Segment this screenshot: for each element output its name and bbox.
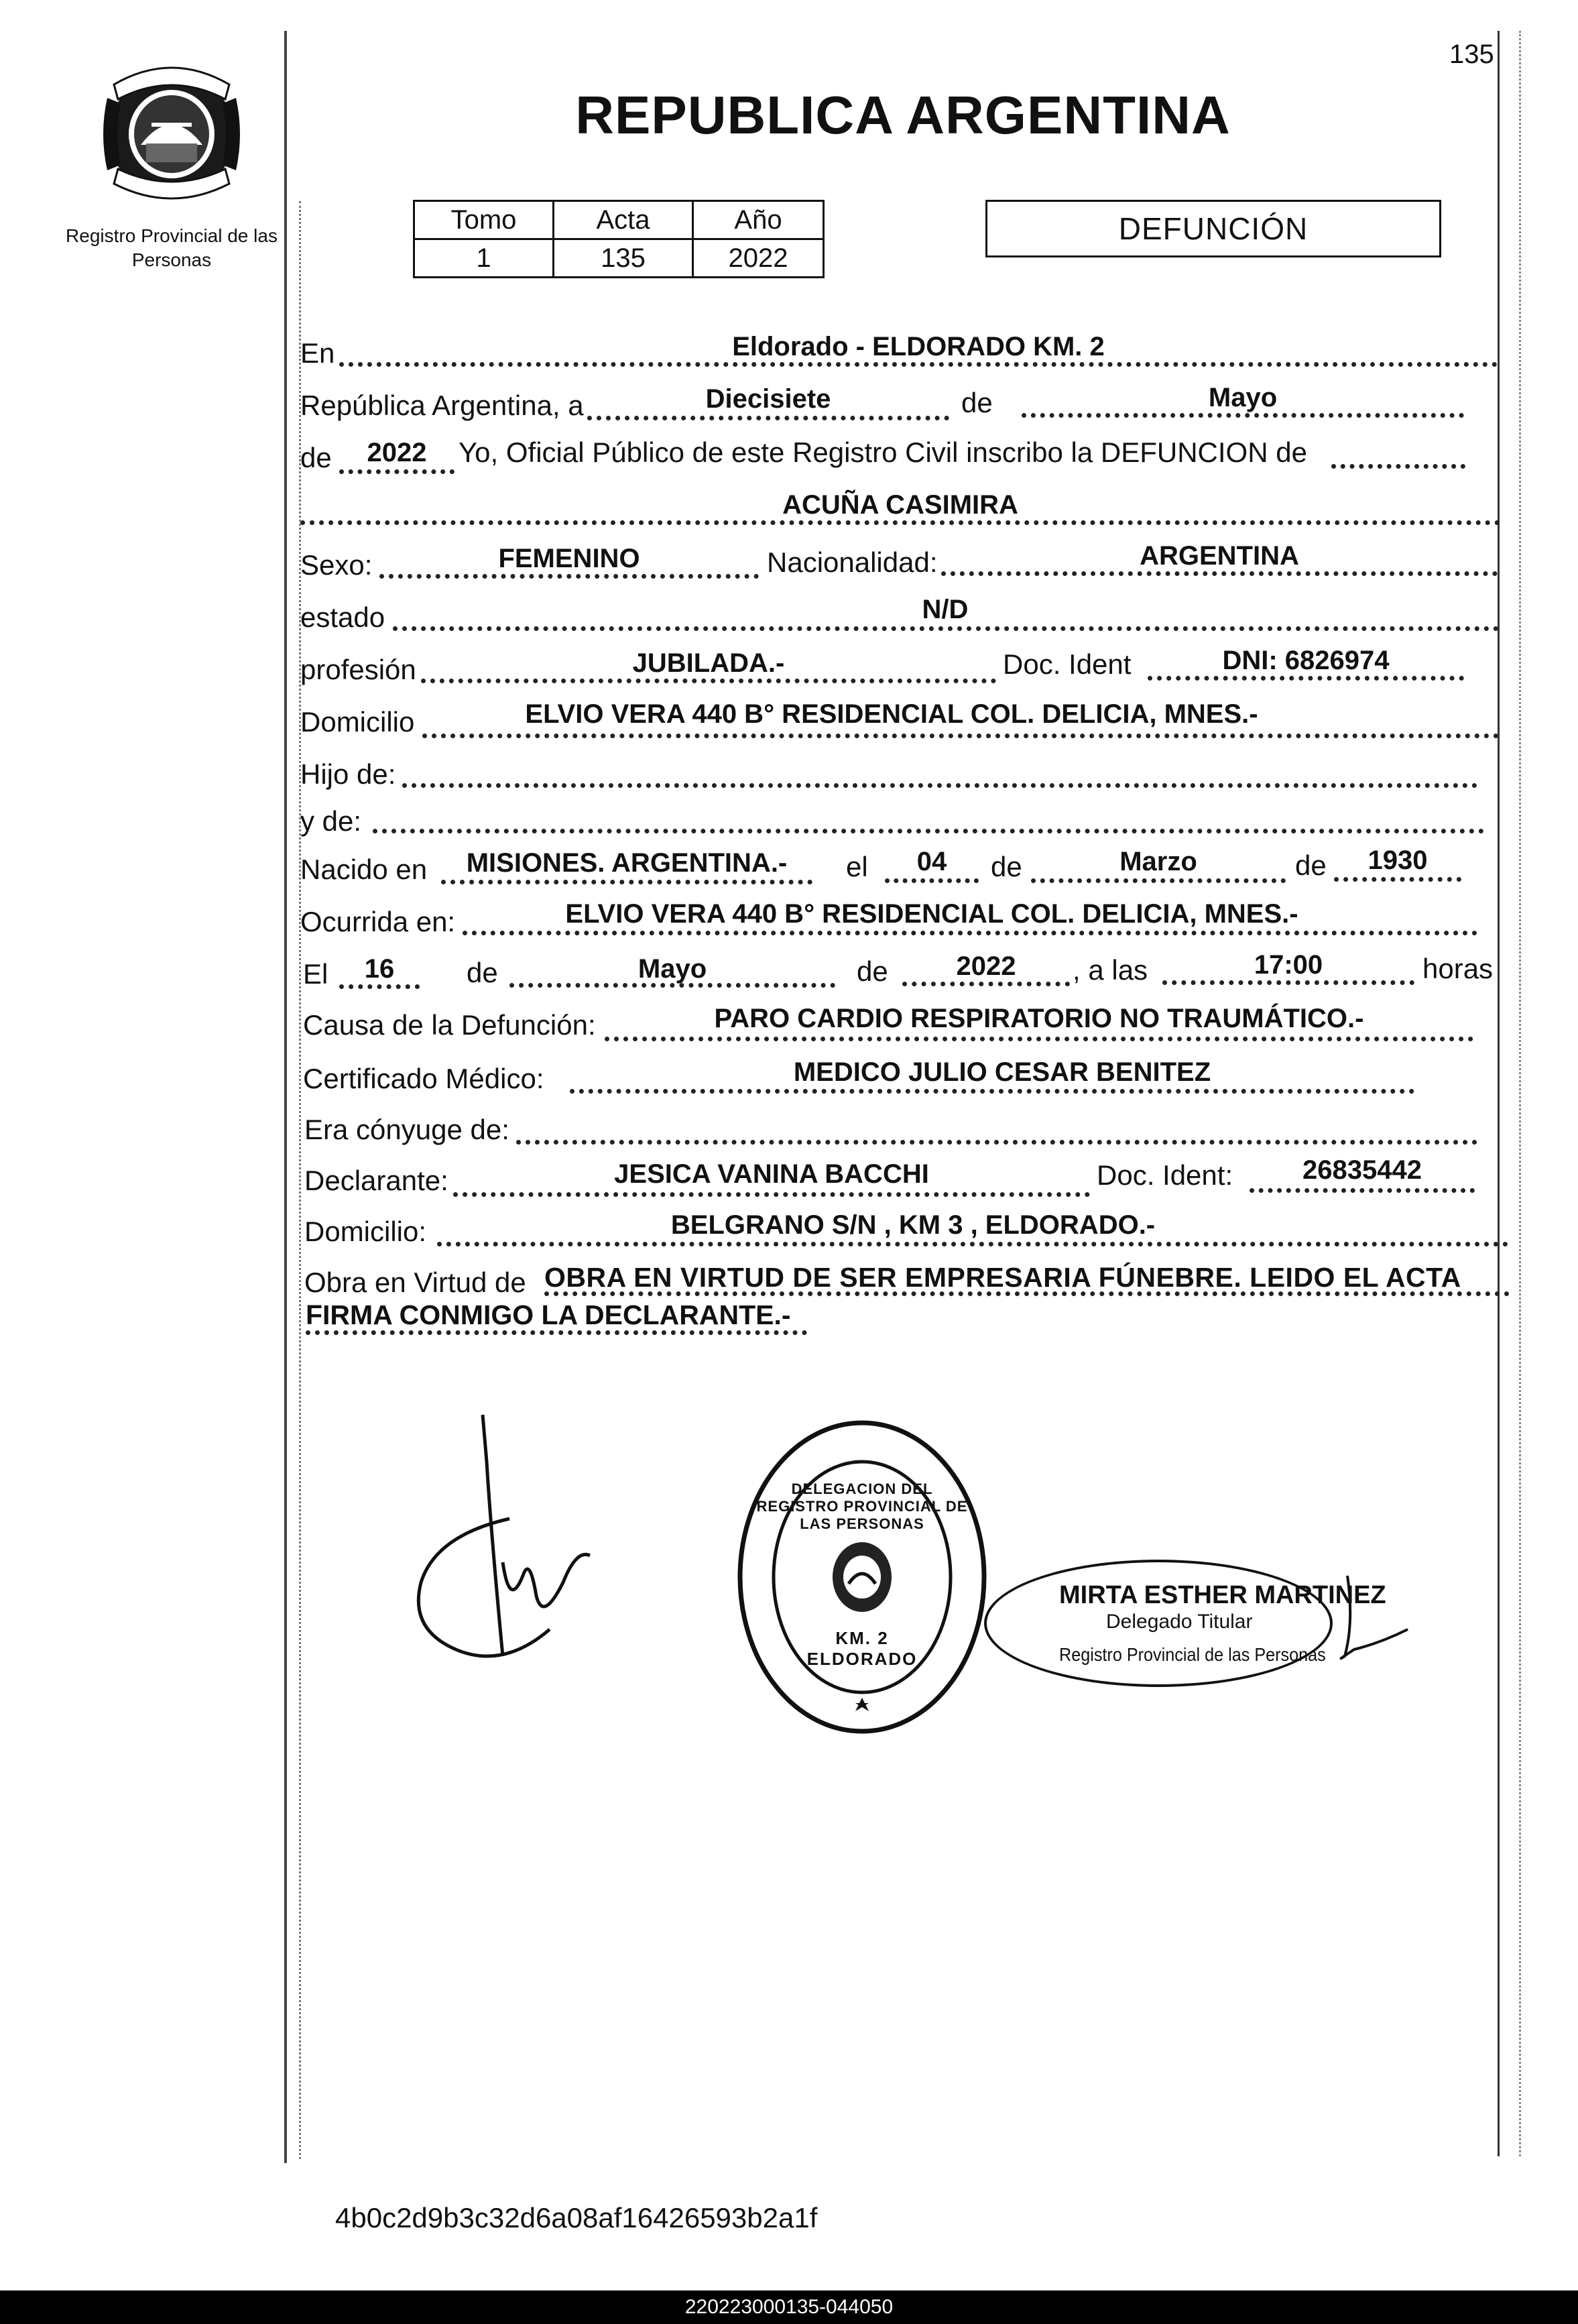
- value-anio: 2022: [693, 239, 824, 278]
- de-label-5: de: [467, 957, 498, 988]
- de-label-3: de: [991, 851, 1022, 882]
- nacido-line: [441, 880, 812, 884]
- year-line: [339, 469, 454, 474]
- obra-line2: FIRMA CONMIGO LA DECLARANTE.-: [306, 1299, 791, 1330]
- header-anio: Año: [693, 201, 824, 239]
- certificado-line: [570, 1089, 1414, 1094]
- republica-label: República Argentina, a: [300, 390, 584, 421]
- header-tomo: Tomo: [414, 201, 554, 239]
- certificado-label: Certificado Médico:: [303, 1063, 544, 1094]
- death-year: 2022: [956, 951, 1016, 981]
- doc-ident-value: DNI: 6826974: [1222, 646, 1390, 675]
- left-margin-line: [284, 31, 287, 2163]
- ocurrida-value: ELVIO VERA 440 B° RESIDENCIAL COL. DELICIA, MNES.-: [565, 899, 1298, 929]
- ocurrida-line: [463, 931, 1477, 935]
- registry-stamp: [735, 1416, 989, 1738]
- obra-line1-dots: [544, 1291, 1510, 1296]
- obra-line1: OBRA EN VIRTUD DE SER EMPRESARIA FÚNEBRE. LEIDO EL ACTA: [544, 1262, 1461, 1293]
- hijo-line: [402, 783, 1477, 788]
- header-acta: Acta: [554, 201, 693, 239]
- obra-line2-dots: [306, 1330, 807, 1335]
- value-acta: 135: [554, 239, 693, 278]
- year-value: 2022: [367, 438, 427, 467]
- sexo-value: FEMENINO: [498, 544, 640, 573]
- declarante-line: [453, 1192, 1090, 1197]
- en-label: En: [300, 337, 335, 369]
- profesion-label: profesión: [300, 654, 416, 685]
- day-line: [587, 416, 949, 420]
- registry-name: Registro Provincial de las Personas: [66, 225, 278, 270]
- oficial-text: Yo, Oficial Público de este Registro Civil inscribo la DEFUNCION de: [459, 437, 1307, 468]
- domicilio2-value: BELGRANO S/N , KM 3 , ELDORADO.-: [670, 1210, 1156, 1240]
- doc-ident-label: Doc. Ident: [1003, 648, 1132, 680]
- stamp-inner-text: KM. 2 ELDORADO: [806, 1628, 918, 1669]
- estado-label: estado: [300, 601, 385, 633]
- hijo-label: Hijo de:: [300, 758, 396, 790]
- conyuge-line: [516, 1140, 1477, 1145]
- domicilio-line: [422, 734, 1499, 738]
- ocurrida-label: Ocurrida en:: [300, 906, 456, 937]
- horas-label: horas: [1422, 953, 1494, 984]
- conyuge-label: Era cónyuge de:: [304, 1114, 509, 1145]
- volume-table: [413, 200, 825, 278]
- estado-line: [393, 626, 1499, 631]
- causa-value: PARO CARDIO RESPIRATORIO NO TRAUMÁTICO.-: [714, 1004, 1364, 1033]
- causa-label: Causa de la Defunción:: [303, 1009, 596, 1041]
- declarante-label: Declarante:: [304, 1165, 448, 1196]
- domicilio-label: Domicilio: [300, 706, 415, 738]
- birth-day-line: [885, 878, 979, 883]
- El-label: El: [303, 958, 328, 990]
- de-label-4: de: [1295, 850, 1327, 881]
- domicilio2-line: [437, 1242, 1508, 1246]
- day-words: Diecisiete: [705, 384, 831, 414]
- death-month: Mayo: [638, 954, 707, 984]
- sexo-label: Sexo:: [300, 549, 373, 581]
- official-org: Registro Provincial de las Personas: [1059, 1644, 1326, 1665]
- birth-month-line: [1031, 878, 1286, 883]
- oficial-line: [1331, 464, 1465, 469]
- declarant-signature: [409, 1408, 610, 1663]
- causa-line: [605, 1037, 1473, 1041]
- stamp-ring-text: DELEGACION DEL REGISTRO PROVINCIAL DE LAS PERSONAS: [756, 1480, 968, 1532]
- obra-label: Obra en Virtud de: [304, 1267, 526, 1298]
- official-signature: [1314, 1569, 1421, 1676]
- nacido-value: MISIONES. ARGENTINA.-: [466, 848, 788, 878]
- doc-ident2-line: [1250, 1188, 1475, 1193]
- doc-ident2-label: Doc. Ident:: [1097, 1159, 1233, 1191]
- page-title: REPUBLICA ARGENTINA: [575, 85, 1231, 145]
- right-margin-line-dotted: [1519, 31, 1521, 2156]
- document-hash: 4b0c2d9b3c32d6a08af16426593b2a1f: [335, 2202, 818, 2233]
- domicilio-value: ELVIO VERA 440 B° RESIDENCIAL COL. DELICIA, MNES.-: [525, 699, 1258, 729]
- birth-month: Marzo: [1119, 847, 1197, 876]
- table-header-row: [414, 201, 824, 239]
- domicilio2-label: Domicilio:: [304, 1216, 427, 1247]
- official-role: Delegado Titular: [1106, 1611, 1253, 1633]
- estado-value: N/D: [922, 595, 969, 624]
- de-label-2: de: [300, 442, 332, 473]
- birth-year: 1930: [1368, 846, 1428, 875]
- doc-ident2-value: 26835442: [1302, 1155, 1422, 1185]
- page-number: 135: [1449, 40, 1494, 69]
- birth-day: 04: [916, 847, 947, 876]
- footer-id-bar: 220223000135-044050: [0, 2290, 1578, 2324]
- table-value-row: [414, 239, 824, 278]
- nacionalidad-label: Nacionalidad:: [767, 546, 938, 578]
- certificado-value: MEDICO JULIO CESAR BENITEZ: [793, 1057, 1211, 1087]
- birth-year-line: [1334, 877, 1461, 882]
- document-type-box: DEFUNCIÓN: [985, 200, 1441, 257]
- el-label: el: [846, 851, 868, 882]
- deceased-name: ACUÑA CASIMIRA: [782, 490, 1018, 520]
- value-tomo: 1: [414, 239, 554, 278]
- death-day: 16: [364, 954, 395, 984]
- month-value: Mayo: [1208, 383, 1278, 412]
- yde-label: y de:: [300, 805, 362, 837]
- en-value: Eldorado - ELDORADO KM. 2: [732, 332, 1105, 361]
- alas-label: , a las: [1073, 954, 1148, 986]
- nacionalidad-value: ARGENTINA: [1140, 541, 1299, 571]
- de-label-6: de: [857, 955, 888, 987]
- declarante-value: JESICA VANINA BACCHI: [614, 1159, 929, 1189]
- official-name: MIRTA ESTHER MARTINEZ: [1059, 1581, 1386, 1609]
- nacido-label: Nacido en: [300, 854, 428, 885]
- yde-line: [373, 829, 1484, 833]
- death-time: 17:00: [1254, 950, 1323, 980]
- right-margin-line: [1498, 31, 1500, 2156]
- profesion-value: JUBILADA.-: [632, 648, 785, 678]
- de-label-1: de: [961, 387, 993, 418]
